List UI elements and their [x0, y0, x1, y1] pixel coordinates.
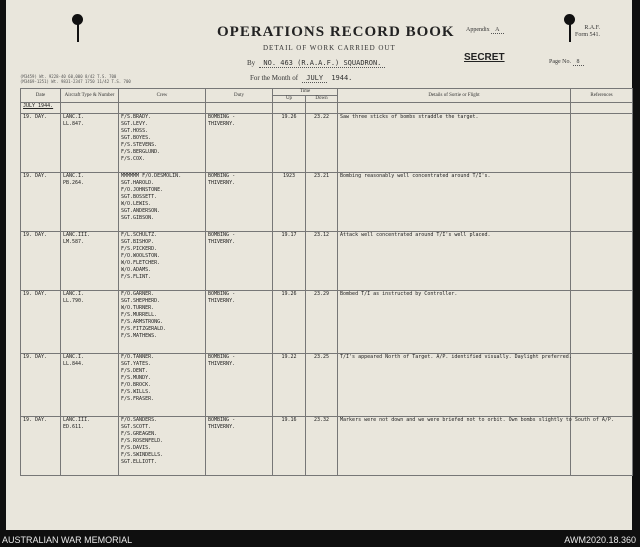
page-label: Page No.	[549, 59, 571, 65]
sortie-time-up: 19.17	[273, 232, 306, 291]
crew-member: W/O.ADAMS.	[121, 267, 152, 273]
page-value: 8	[573, 59, 584, 66]
crew-member: SGT.BOYES.	[121, 135, 152, 141]
duty-line: BOMBING -	[208, 232, 236, 238]
archive-reference: AWM2020.18.360	[564, 535, 636, 545]
year-value: 1944.	[331, 74, 353, 82]
printer-line-2: (M3469-1251) Wt. 9831-2347 1750 11/42 T.S. 700	[20, 79, 131, 84]
sortie-aircraft	[61, 114, 119, 173]
crew-member: SGT.HOSS.	[121, 128, 149, 134]
sortie-details: Attack well concentrated around T/I's well placed.	[338, 232, 571, 291]
crew-member: MMMMMM F/O.DESMOLIN.	[121, 173, 182, 179]
col-aircraft: Aircraft Type & Number	[61, 89, 119, 103]
crew-member: W/O.TURNER.	[121, 305, 155, 311]
crew-member: SGT.GIBSON.	[121, 215, 155, 221]
crew-member: F/S.ROSENFELD.	[121, 438, 164, 444]
sortie-crew	[119, 291, 206, 354]
duty-line: THIVERNY.	[208, 121, 236, 127]
crew-member: F/L.SCHULTZ.	[121, 232, 158, 238]
crew-member: SGT.BOSSETT.	[121, 194, 158, 200]
sortie-date: 19. DAY.	[21, 232, 61, 291]
crew-member: F/S.ARMSTRONG.	[121, 319, 164, 325]
sortie-time-down: 23.25	[306, 354, 338, 417]
sortie-duty	[206, 114, 273, 173]
form-number	[575, 25, 600, 39]
aircraft-serial: LL.790.	[63, 298, 85, 304]
crew-member: SGT.SHEPHERD.	[121, 298, 161, 304]
crew-member: SGT.ANDERSON.	[121, 208, 161, 214]
duty-line: THIVERNY.	[208, 361, 236, 367]
crew-member: F/S.FRASER.	[121, 396, 155, 402]
sortie-row	[21, 354, 633, 417]
aircraft-type: LANC.III.	[63, 232, 91, 238]
sortie-time-down: 23.12	[306, 232, 338, 291]
appendix-label: Appendix	[466, 27, 490, 33]
sortie-crew	[119, 232, 206, 291]
col-duty: Duty	[206, 89, 273, 103]
crew-member: F/S.COX.	[121, 156, 146, 162]
appendix-value: A	[491, 27, 503, 34]
form-line-1: R.A.F.	[584, 25, 601, 31]
aircraft-serial: PB.264.	[63, 180, 85, 186]
crew-member: SGT.YATES.	[121, 361, 152, 367]
sortie-time-up: 1923	[273, 173, 306, 232]
month-line	[250, 74, 352, 82]
squadron-name: NO. 463 (R.A.A.F.) SQUADRON.	[259, 59, 385, 68]
col-time: Time	[273, 89, 338, 96]
crew-member: F/S.FITZGERALD.	[121, 326, 167, 332]
duty-line: THIVERNY.	[208, 298, 236, 304]
sortie-details: Bombing reasonably well concentrated around T/I's.	[338, 173, 571, 232]
sortie-references	[571, 354, 633, 417]
sortie-duty	[206, 354, 273, 417]
sortie-time-down: 23.32	[306, 417, 338, 476]
sortie-time-up: 19.26	[273, 291, 306, 354]
crew-member: F/S.DENT.	[121, 368, 149, 374]
aircraft-type: LANC.I.	[63, 354, 85, 360]
sortie-date: 19. DAY.	[21, 417, 61, 476]
archive-credit: AUSTRALIAN WAR MEMORIAL	[2, 535, 133, 545]
crew-member: F/S.MUNDY.	[121, 375, 152, 381]
aircraft-serial: LM.587.	[63, 239, 85, 245]
sortie-references	[571, 417, 633, 476]
sortie-duty	[206, 173, 273, 232]
sortie-crew	[119, 417, 206, 476]
sortie-duty	[206, 291, 273, 354]
sortie-references	[571, 232, 633, 291]
form-line-2: Form 541.	[575, 32, 601, 38]
sortie-row	[21, 291, 633, 354]
sortie-row	[21, 232, 633, 291]
aircraft-type: LANC.I.	[63, 114, 85, 120]
crew-member: F/O.GARNER.	[121, 291, 155, 297]
sortie-time-up: 19.26	[273, 114, 306, 173]
crew-member: F/S.GREAGEN.	[121, 431, 158, 437]
col-references: References	[571, 89, 633, 103]
duty-line: BOMBING -	[208, 173, 236, 179]
aircraft-serial: LL.844.	[63, 361, 85, 367]
duty-line: BOMBING -	[208, 114, 236, 120]
crew-member: F/O.JOHNSTONE.	[121, 187, 164, 193]
col-date: Date	[21, 89, 61, 103]
sortie-date: 19. DAY.	[21, 114, 61, 173]
sortie-aircraft	[61, 173, 119, 232]
sortie-time-down: 23.29	[306, 291, 338, 354]
sortie-duty	[206, 232, 273, 291]
sortie-details: T/I's appeared North of Target. A/P. identified visually. Daylight preferred.	[338, 354, 571, 417]
duty-line: BOMBING -	[208, 417, 236, 423]
sortie-time-up: 19.16	[273, 417, 306, 476]
crew-member: F/S.STEVENS.	[121, 142, 158, 148]
duty-line: BOMBING -	[208, 291, 236, 297]
col-time-up: Up	[273, 96, 306, 103]
sortie-crew	[119, 114, 206, 173]
duty-line: BOMBING -	[208, 354, 236, 360]
crew-member: SGT.BISHOP.	[121, 239, 155, 245]
binder-tag	[569, 24, 571, 42]
sortie-aircraft	[61, 291, 119, 354]
secret-stamp: SECRET	[464, 52, 505, 63]
squadron-line	[247, 59, 385, 67]
month-value: JULY	[302, 74, 327, 83]
aircraft-type: LANC.I.	[63, 291, 85, 297]
crew-member: F/S.FLINT.	[121, 274, 152, 280]
crew-member: SGT.SCOTT.	[121, 424, 152, 430]
col-time-down: Down	[306, 96, 338, 103]
aircraft-serial: LL.847.	[63, 121, 85, 127]
crew-member: SGT.ELLIOTT.	[121, 459, 158, 465]
crew-member: F/S.SWINDELLS.	[121, 452, 164, 458]
sortie-aircraft	[61, 354, 119, 417]
page-number	[549, 59, 584, 65]
appendix-field	[466, 27, 504, 33]
sortie-aircraft	[61, 417, 119, 476]
sortie-row	[21, 114, 633, 173]
sortie-date: 19. DAY.	[21, 354, 61, 417]
sortie-aircraft	[61, 232, 119, 291]
sortie-time-up: 19.22	[273, 354, 306, 417]
sortie-date: 19. DAY.	[21, 173, 61, 232]
crew-member: F/S.MATHEWS.	[121, 333, 158, 339]
crew-member: F/S.BRADY.	[121, 114, 152, 120]
aircraft-serial: ED.611.	[63, 424, 85, 430]
duty-line: THIVERNY.	[208, 239, 236, 245]
crew-member: F/O.TANNER.	[121, 354, 155, 360]
sortie-details: Markers were not down and we were briefed not to orbit. Own bombs slightly to South of A/P.	[338, 417, 571, 476]
aircraft-type: LANC.I.	[63, 173, 85, 179]
col-crew: Crew	[119, 89, 206, 103]
crew-member: F/S.MURRELL.	[121, 312, 158, 318]
crew-member: F/O.SANDERS.	[121, 417, 158, 423]
crew-member: F/O.BROCK.	[121, 382, 152, 388]
crew-member: F/S.BERGLUND.	[121, 149, 161, 155]
sortie-duty	[206, 417, 273, 476]
crew-member: F/S.PICKERD.	[121, 246, 158, 252]
duty-line: THIVERNY.	[208, 180, 236, 186]
sortie-details: Bombed T/I as instructed by Controller.	[338, 291, 571, 354]
crew-member: F/S.WILLS.	[121, 389, 152, 395]
page-subtitle: DETAIL OF WORK CARRIED OUT	[263, 44, 396, 52]
crew-member: F/O.WOOLSTON.	[121, 253, 161, 259]
sortie-crew	[119, 173, 206, 232]
month-marker	[21, 103, 61, 114]
month-marker-text: JULY 1944.	[23, 103, 54, 109]
binder-tag	[77, 24, 79, 42]
sortie-references	[571, 291, 633, 354]
sortie-date: 19. DAY.	[21, 291, 61, 354]
month-row	[21, 103, 633, 114]
sortie-details: Saw three sticks of bombs straddle the target.	[338, 114, 571, 173]
printer-line-1: (M3459) Wt. 9228-40 60,000 8/42 T.S. 700	[20, 74, 117, 79]
aircraft-type: LANC.III.	[63, 417, 91, 423]
sortie-references	[571, 173, 633, 232]
crew-member: F/S.DAVIS.	[121, 445, 152, 451]
sortie-time-down: 23.21	[306, 173, 338, 232]
crew-member: W/O.FLETCHER.	[121, 260, 161, 266]
duty-line: THIVERNY.	[208, 424, 236, 430]
sortie-row	[21, 173, 633, 232]
col-details: Details of Sortie or Flight	[338, 89, 571, 103]
operations-table	[20, 88, 633, 476]
crew-member: SGT.HAROLD.	[121, 180, 155, 186]
month-label: For the Month of	[250, 74, 299, 82]
by-label: By	[247, 59, 256, 67]
sortie-crew	[119, 354, 206, 417]
sortie-row	[21, 417, 633, 476]
printer-imprint	[20, 74, 131, 84]
crew-member: SGT.LEVY.	[121, 121, 149, 127]
crew-member: W/O.LEWIS.	[121, 201, 152, 207]
sortie-time-down: 23.22	[306, 114, 338, 173]
sortie-references	[571, 114, 633, 173]
page-title: OPERATIONS RECORD BOOK	[217, 24, 455, 40]
